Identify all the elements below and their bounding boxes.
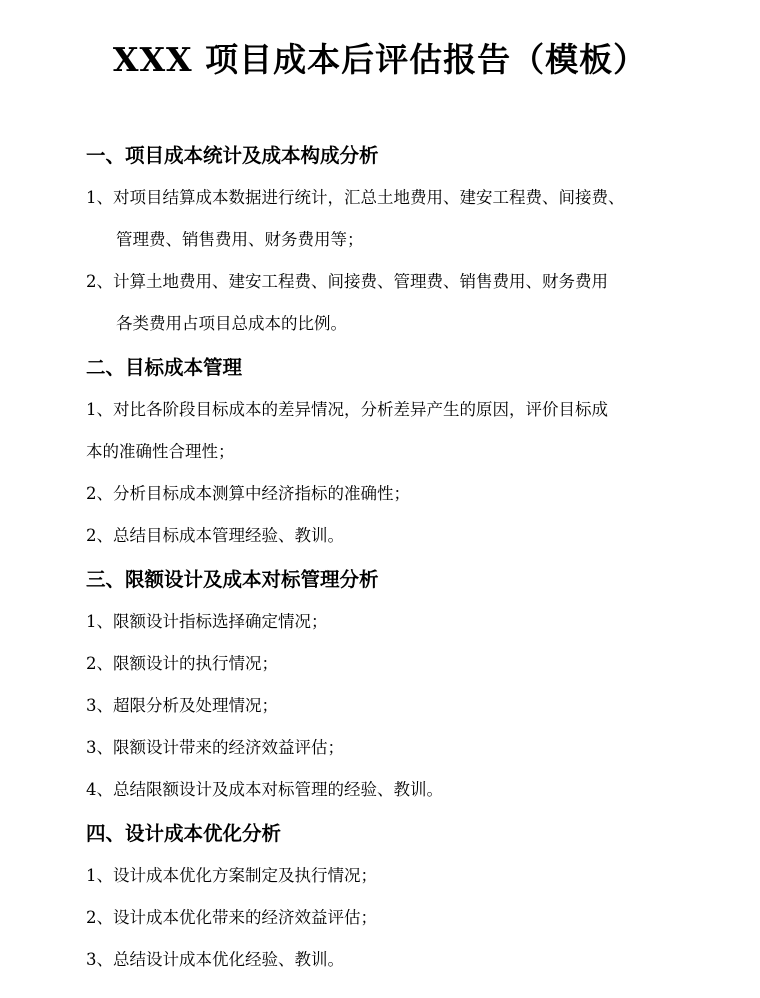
section-2-line-3: 2、分析目标成本测算中经济指标的准确性；	[86, 484, 410, 503]
section-1-line-3: 2、计算土地费用、建安工程费、间接费、管理费、销售费用、财务费用	[86, 272, 608, 291]
section-3-line-2: 2、限额设计的执行情况；	[86, 654, 278, 673]
section-2-line-4: 2、总结目标成本管理经验、教训。	[86, 526, 344, 545]
section-4-line-1: 1、设计成本优化方案制定及执行情况；	[86, 866, 377, 885]
section-1-line-1: 1、对项目结算成本数据进行统计，汇总土地费用、建安工程费、间接费、	[86, 188, 625, 207]
section-3-line-4: 3、限额设计带来的经济效益评估；	[86, 738, 344, 757]
section-3-line-3: 3、超限分析及处理情况；	[86, 696, 278, 715]
section-4-line-2: 2、设计成本优化带来的经济效益评估；	[86, 908, 377, 927]
section-4-line-3: 3、总结设计成本优化经验、教训。	[86, 950, 344, 969]
section-heading-2: 二、目标成本管理	[86, 356, 243, 379]
document-title: XXX 项目成本后评估报告（模板）	[112, 40, 648, 79]
section-heading-3: 三、限额设计及成本对标管理分析	[86, 568, 379, 591]
section-heading-1: 一、项目成本统计及成本构成分析	[86, 144, 379, 167]
section-3-line-1: 1、限额设计指标选择确定情况；	[86, 612, 328, 631]
section-2-line-2: 本的准确性合理性；	[86, 442, 235, 461]
section-1-line-2: 管理费、销售费用、财务费用等；	[116, 230, 364, 249]
section-2-line-1: 1、对比各阶段目标成本的差异情况，分析差异产生的原因，评价目标成	[86, 400, 608, 419]
section-3-line-5: 4、总结限额设计及成本对标管理的经验、教训。	[86, 780, 443, 799]
section-heading-4: 四、设计成本优化分析	[86, 822, 282, 845]
section-1-line-4: 各类费用占项目总成本的比例。	[116, 314, 347, 333]
